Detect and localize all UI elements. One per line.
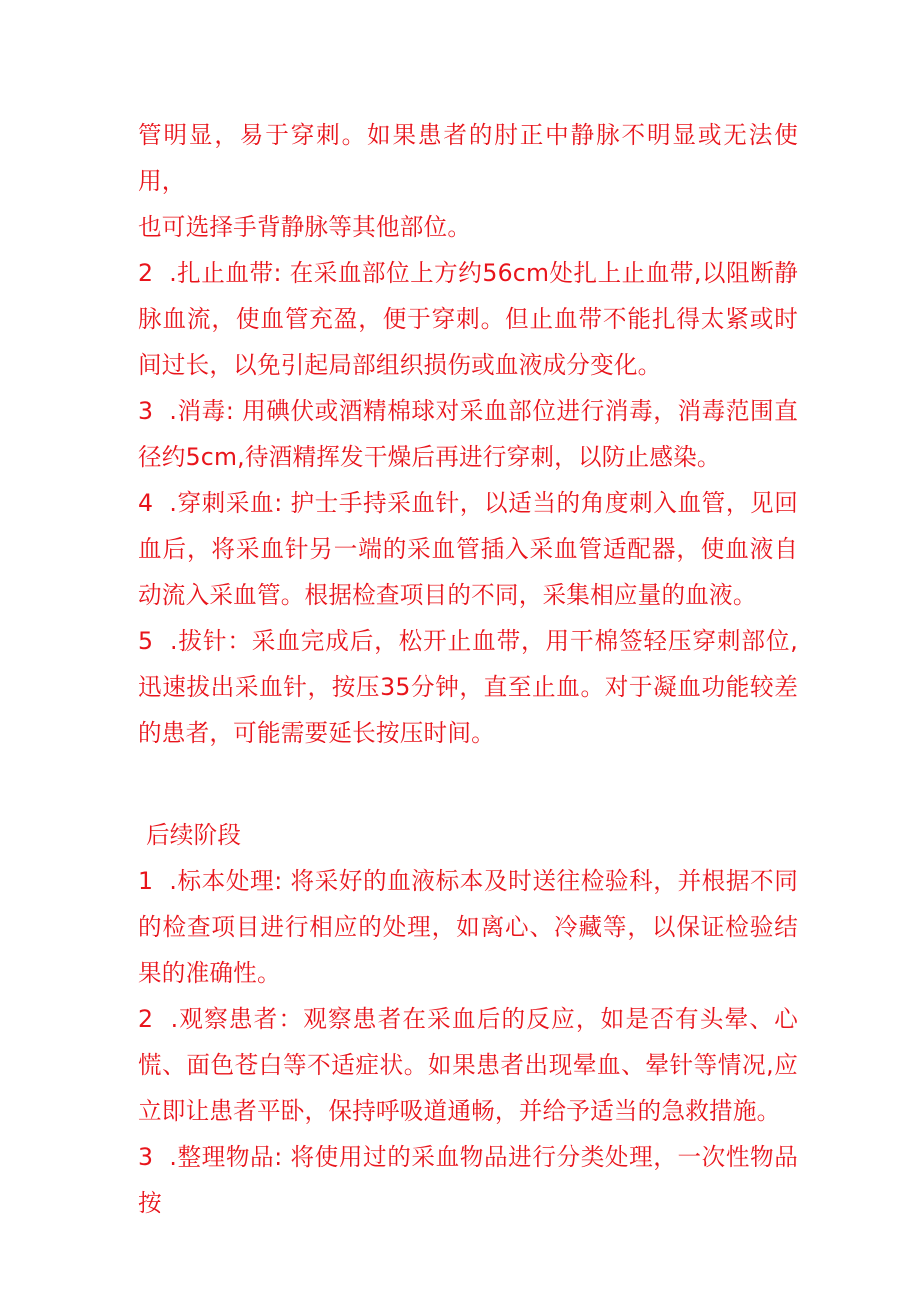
document-body [138,112,798,1226]
followup-step-2-observe: 2 .观察患者：观察患者在采血后的反应，如是否有头晕、心慌、面色苍白等不适症状。如果患者出现晕血、晕针等情况,应立即让患者平卧，保持呼吸道通畅，并给予适当的急救措施。 [138,1005,798,1125]
step-2-tourniquet: 2 .扎止血带: 在采血部位上方约56cm处扎上止血带,以阻断静脉血流，使血管充盈，便于穿刺。但止血带不能扎得太紧或时间过长，以免引起局部组织损伤或血液成分变化。 [138,259,798,379]
followup-section [138,858,798,1226]
intro-line-1: 管明显，易于穿刺。如果患者的肘正中静脉不明显或无法使用， [138,121,798,195]
intro-line-2: 也可选择手背静脉等其他部位。 [138,213,472,241]
followup-step-3-tidy: 3 .整理物品: 将使用过的采血物品进行分类处理，一次性物品按 [138,1143,798,1217]
step-5-withdraw-needle: 5 .拔针：采血完成后，松开止血带，用干棉签轻压穿刺部位,迅速拔出采血针，按压35分钟，直至止血。对于凝血功能较差的患者，可能需要延长按压时间。 [138,627,798,747]
followup-step-1-specimen: 1 .标本处理: 将采好的血液标本及时送往检验科，并根据不同的检查项目进行相应的处理，如离心、冷藏等，以保证检验结果的准确性。 [138,867,798,987]
section-heading-followup: 后续阶段 [146,821,242,849]
step-4-puncture: 4 .穿刺采血: 护士手持采血针，以适当的角度刺入血管，见回血后，将采血针另一端的采血管插入采血管适配器，使血液自动流入采血管。根据检查项目的不同，采集相应量的血液。 [138,489,798,609]
step-3-disinfection: 3 .消毒: 用碘伏或酒精棉球对采血部位进行消毒，消毒范围直径约5cm,待酒精挥发干燥后再进行穿刺，以防止感染。 [138,397,798,471]
